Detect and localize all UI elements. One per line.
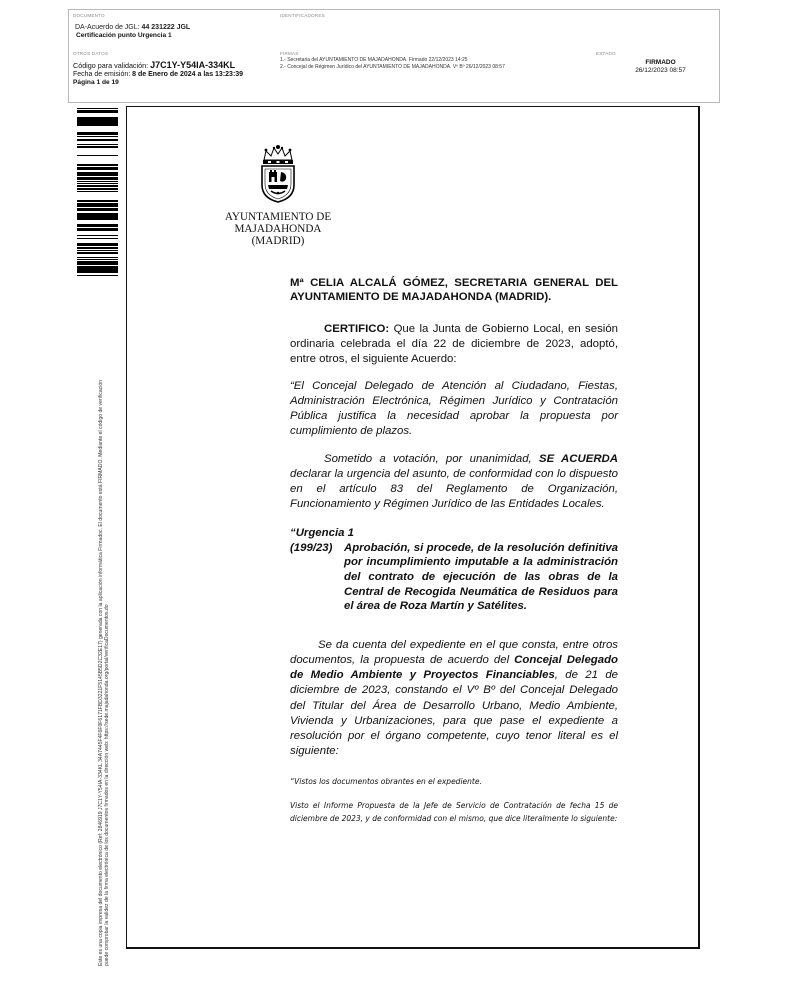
barcode-bar (77, 108, 118, 109)
barcode-bar (77, 203, 118, 204)
barcode-bar (77, 264, 118, 265)
barcode-bar (77, 120, 118, 121)
vistos-paragraph: “Vistos los documentos obrantes en el expediente. (290, 777, 482, 787)
barcode-bar (77, 205, 118, 207)
urgencia-item (290, 541, 618, 614)
votacion-paragraph: Sometido a votación, por unanimidad, SE ACUERDA declarar la urgencia del asunto, de conformidad con lo dispuesto en el artículo 83 del Reglamento de Organización, Funcionamiento y Régimen Jurídico de las Entidades Locales. (290, 452, 618, 510)
cuenta-paragraph: Se da cuenta del expediente en el que consta, entre otros documentos, la propuesta de acuerdo del Concejal Delegado de Medio Ambiente y Proyectos Financiables, de 21 de diciembre de 2023, constando el Vº Bº del Concejal Delegado del Titular del Área de Desarrollo Urbano, Medio Ambiente, Vivienda y Urbanizaciones, para que pase el expediente a resolución por el órgano competente, cuyo tenor literal es el siguiente: (290, 638, 618, 758)
barcode-bar (77, 121, 118, 123)
barcode-bar (77, 268, 118, 271)
barcode-bar (77, 224, 118, 227)
barcode-bar (77, 146, 118, 148)
barcode-bar (77, 259, 118, 260)
barcode-bar (77, 204, 118, 205)
certifico-paragraph: CERTIFICO: Que la Junta de Gobierno Local, en sesión ordinaria celebrada el día 22 de diciembre de 2023, adoptó, entre otros, el siguiente Acuerdo: (290, 322, 618, 365)
barcode-bar (77, 181, 118, 182)
barcode-bar (77, 118, 118, 120)
barcode-bar (77, 132, 118, 135)
documento-title: Certificación punto Urgencia 1 (76, 32, 172, 39)
barcode-bar (77, 183, 118, 184)
barcode-bar (77, 271, 118, 273)
otros-caption: OTROS DATOS (73, 51, 109, 56)
estado-cell (592, 48, 719, 102)
barcode-bar (77, 185, 118, 187)
letterhead-line-2: MAJADAHONDA (234, 223, 322, 236)
barcode-bar (77, 178, 118, 180)
barcode-bar (77, 124, 118, 125)
estado-caption: ESTADO (596, 51, 616, 56)
barcode-bar (77, 164, 118, 166)
barcode-bar (77, 175, 118, 176)
barcode (77, 106, 118, 276)
barcode-bar (77, 266, 118, 268)
urgencia-heading: “Urgencia 1 (290, 526, 354, 539)
barcode-bar (77, 250, 118, 251)
barcode-bar (77, 110, 118, 111)
barcode-bar (77, 188, 118, 190)
barcode-bar (77, 243, 118, 245)
firmas-cell (276, 48, 592, 102)
otros-datos-cell (69, 48, 276, 102)
document-metadata-header (68, 9, 720, 103)
page-number: Página 1 de 19 (73, 79, 119, 86)
verification-line-1: Este es una copia impresa del documento electrónico (Ref: 2846919 J7C1Y-Y54IA-334KL 34A7445F4F6F0F6171FBD3221F5145B5D2C32E17) generada con la aplicación informática Firmadoc. El documento está FIRMADO. Mediante el código de verificación (98, 379, 104, 966)
barcode-bar (77, 144, 118, 145)
verification-side-text (98, 276, 126, 966)
status-badge: FIRMADO (645, 59, 676, 66)
barcode-bar (77, 252, 118, 254)
letterhead-line-1: AYUNTAMIENTO DE (224, 211, 332, 223)
validation-code: Código para validación: J7C1Y-Y54IA-334KL (73, 60, 236, 70)
identificadores-cell (276, 10, 719, 48)
barcode-bar (77, 257, 118, 258)
coat-of-arms-icon (256, 143, 300, 203)
barcode-bar (77, 213, 118, 214)
barcode-bar (77, 136, 118, 137)
concejal-quote: “El Concejal Delegado de Atención al Ciudadano, Fiestas, Administración Electrónica, Régimen Jurídico y Contratación Pública justifica la necesidad aprobar la propuesta por cumplimiento de plazos. (290, 379, 618, 437)
verification-line-2: puede comprobar la validez de la firma electrónica de los documentos firmados en la dirección web: https://sede.majadahonda.org/portal/verificaDocumentos.do (104, 604, 111, 966)
identificadores-caption: IDENTIFICADORES (280, 13, 325, 18)
barcode-bar (77, 228, 118, 231)
emission-date: Fecha de emisión: 8 de Enero de 2024 a las 13:23:39 (73, 71, 244, 78)
urgencia-number: (199/23) (290, 541, 333, 554)
barcode-bar (77, 172, 118, 175)
barcode-bar (77, 191, 118, 192)
letterhead (218, 211, 338, 248)
barcode-bar (77, 235, 118, 236)
barcode-bar (77, 125, 118, 126)
firma-item: 2.- Concejal de Régimen Jurídico del AYUNTAMIENTO DE MAJADAHONDA. Vº Bº 26/12/2023 08:57 (280, 64, 505, 70)
barcode-bar (77, 208, 118, 211)
barcode-bar (77, 238, 118, 239)
urgencia-text: Aprobación, si procede, de la resolución definitiva por incumplimiento imputable a la administración del contrato de ejecución de las obras de la Central de Recogida Neumática de Residuos para el área de Roza Martín y Satélites. (344, 541, 618, 613)
barcode-bar (77, 200, 118, 201)
visto-informe-paragraph: Visto el Informe Propuesta de la Jefe de Servicio de Contratación de fecha 15 de diciembre de 2023, y de conformidad con el mismo, que dice literalmente lo siguiente: (290, 800, 618, 824)
page-title: Mª CELIA ALCALÁ GÓMEZ, SECRETARIA GENERAL DEL AYUNTAMIENTO DE MAJADAHONDA (MADRID). (290, 277, 618, 304)
barcode-bar (77, 217, 118, 220)
document-body (290, 276, 618, 826)
barcode-bar (77, 139, 118, 141)
barcode-bar (77, 167, 118, 170)
barcode-bar (77, 214, 118, 217)
documento-caption: DOCUMENTO (73, 13, 105, 18)
firma-item: 1.- Secretaria del AYUNTAMIENTO DE MAJADAHONDA. Firmado 22/12/2023 14:25 (280, 57, 468, 63)
barcode-bar (77, 155, 118, 156)
barcode-bar (77, 247, 118, 249)
barcode-bar (77, 111, 118, 113)
documento-cell (69, 10, 276, 48)
documento-reference: DA-Acuerdo de JGL: 44 231222 JGL (75, 24, 191, 31)
barcode-bar (77, 123, 118, 124)
barcode-bar (77, 261, 118, 264)
barcode-bar (77, 245, 118, 246)
barcode-bar (77, 117, 118, 118)
firmas-caption: FIRMAS (280, 51, 299, 56)
barcode-bar (77, 177, 118, 178)
barcode-bar (77, 201, 118, 202)
status-date: 26/12/2023 08:57 (635, 67, 686, 74)
letterhead-line-3: (MADRID) (251, 235, 305, 248)
